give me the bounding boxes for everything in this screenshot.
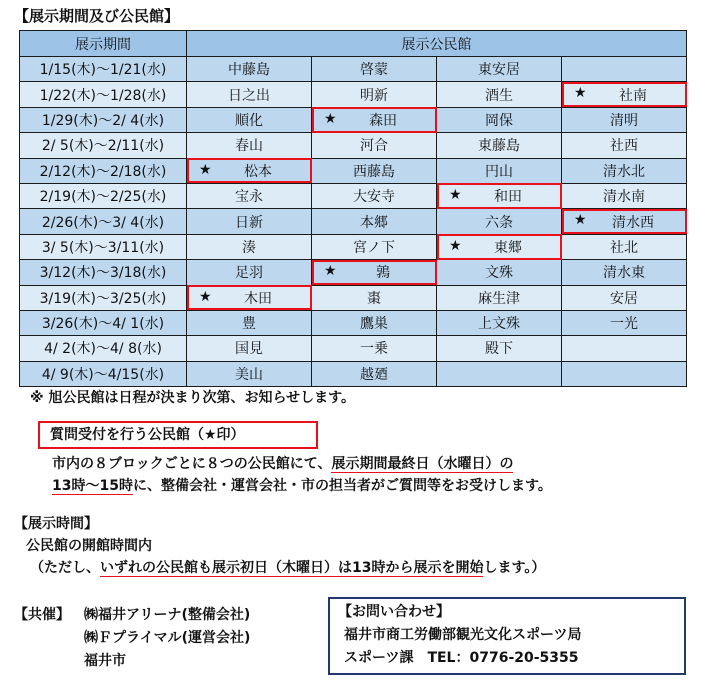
qa-line-1-text: 市内の８ブロックごとに８つの公民館にて、 xyxy=(52,456,332,472)
hours-heading: 【展示時間】 xyxy=(14,516,98,532)
hall-cell xyxy=(187,158,312,183)
sponsor-item: ㈱福井アリーナ(整備会社) xyxy=(84,607,251,623)
hall-cell xyxy=(562,336,687,361)
table-row xyxy=(20,158,687,183)
hall-name: 東郷 xyxy=(494,239,522,256)
hall-cell xyxy=(562,209,687,234)
hall-name: 麻生津 xyxy=(478,290,520,307)
hall-name: 清水西 xyxy=(612,214,654,231)
sponsor-item: 福井市 xyxy=(84,653,126,669)
hall-cell xyxy=(562,183,687,208)
period-cell: 2/19(木)～2/25(水) xyxy=(20,183,187,208)
contact-line-2: スポーツ課 TEL：0776-20-5355 xyxy=(344,650,579,666)
hall-name: 清明 xyxy=(610,112,638,129)
hall-name: 大安寺 xyxy=(353,189,395,206)
hall-cell xyxy=(312,107,437,132)
hall-cell xyxy=(562,158,687,183)
hall-cell xyxy=(187,82,312,107)
hall-cell xyxy=(187,107,312,132)
hall-name: 西藤島 xyxy=(353,163,395,180)
sponsor-item: ㈱Ｆプライマル(運営会社) xyxy=(84,630,251,646)
hall-cell xyxy=(437,158,562,183)
hall-cell xyxy=(437,82,562,107)
table-row xyxy=(20,260,687,285)
hall-cell xyxy=(187,336,312,361)
table-row xyxy=(20,57,687,82)
hall-name: 棗 xyxy=(367,290,381,307)
table-row xyxy=(20,336,687,361)
period-cell: 1/22(木)～1/28(水) xyxy=(20,82,187,107)
hall-cell xyxy=(312,158,437,183)
hall-name: 酒生 xyxy=(485,87,513,104)
hall-cell xyxy=(187,310,312,335)
sponsor-label: 【共催】 xyxy=(14,607,70,623)
hall-cell xyxy=(312,82,437,107)
table-row xyxy=(20,183,687,208)
hall-cell xyxy=(562,107,687,132)
hall-cell xyxy=(187,285,312,310)
hall-name: 越廼 xyxy=(360,366,388,383)
hall-cell xyxy=(187,234,312,259)
hall-name: 岡保 xyxy=(485,112,513,129)
table-row xyxy=(20,310,687,335)
hall-cell xyxy=(437,209,562,234)
hall-name: 鷹巣 xyxy=(360,316,388,333)
hall-cell xyxy=(312,361,437,386)
hall-cell xyxy=(562,260,687,285)
hall-name: 松本 xyxy=(244,163,272,180)
hall-name: 殿下 xyxy=(485,341,513,358)
hall-name: 明新 xyxy=(360,87,388,104)
hall-name: 和田 xyxy=(494,189,522,206)
hall-cell xyxy=(437,183,562,208)
star-icon: ★ xyxy=(449,186,462,203)
star-icon: ★ xyxy=(199,288,212,305)
period-cell: 1/15(木)～1/21(水) xyxy=(20,57,187,82)
hall-name: 順化 xyxy=(235,112,263,129)
hours-line-2-c: します。） xyxy=(483,560,546,576)
hall-cell xyxy=(437,361,562,386)
hall-name: 一光 xyxy=(610,316,638,333)
hall-cell xyxy=(312,209,437,234)
hall-cell xyxy=(187,133,312,158)
hall-cell xyxy=(312,133,437,158)
period-cell: 3/19(木)～3/25(水) xyxy=(20,285,187,310)
hall-name: 日新 xyxy=(235,214,263,231)
hall-name: 美山 xyxy=(235,366,263,383)
qa-line-2-text: に、整備会社・運営会社・市の担当者がご質問等をお受けします。 xyxy=(132,478,552,494)
period-cell: 2/12(木)～2/18(水) xyxy=(20,158,187,183)
hall-cell xyxy=(312,285,437,310)
hall-name: 足羽 xyxy=(235,265,263,282)
hall-cell xyxy=(562,285,687,310)
hall-name: 木田 xyxy=(244,290,272,307)
hall-cell xyxy=(562,234,687,259)
hall-name: 六条 xyxy=(485,214,513,231)
hall-name: 上文殊 xyxy=(478,316,520,333)
star-icon: ★ xyxy=(324,263,337,280)
sponsor-list xyxy=(84,604,250,673)
hall-cell xyxy=(312,183,437,208)
table-row xyxy=(20,234,687,259)
section-title: 【展示期間及び公民館】 xyxy=(14,7,180,25)
qa-line-2 xyxy=(52,475,552,495)
period-cell: 4/ 2(木)～4/ 8(水) xyxy=(20,336,187,361)
hall-name: 啓蒙 xyxy=(360,62,388,79)
hall-cell xyxy=(562,133,687,158)
qa-heading: 質問受付を行う公民館（★印） xyxy=(50,427,245,443)
hours-line-2-underlined: いずれの公民館も展示初日（木曜日）は13時から展示を開始 xyxy=(100,560,484,576)
star-icon: ★ xyxy=(574,212,587,229)
hall-cell xyxy=(437,285,562,310)
hall-cell xyxy=(312,260,437,285)
qa-line-1 xyxy=(52,453,513,473)
hall-name: 鶉 xyxy=(376,265,390,282)
table-row xyxy=(20,82,687,107)
hall-cell xyxy=(562,361,687,386)
hall-name: 河合 xyxy=(360,138,388,155)
hall-name: 社南 xyxy=(619,87,647,104)
table-row xyxy=(20,107,687,132)
period-cell: 2/ 5(木)～2/11(水) xyxy=(20,133,187,158)
hall-name: 中藤島 xyxy=(228,62,270,79)
table-row xyxy=(20,361,687,386)
hall-name: 社北 xyxy=(610,239,638,256)
period-cell: 3/12(木)～3/18(水) xyxy=(20,260,187,285)
hall-name: 本郷 xyxy=(360,214,388,231)
contact-line-1: 福井市商工労働部観光文化スポーツ局 xyxy=(344,627,582,643)
hall-cell xyxy=(437,234,562,259)
header-halls: 展示公民館 xyxy=(187,31,687,57)
hall-name: 日之出 xyxy=(228,87,270,104)
table-row xyxy=(20,285,687,310)
hall-cell xyxy=(312,336,437,361)
table-row xyxy=(20,133,687,158)
hall-name: 森田 xyxy=(369,112,397,129)
hall-name: 一乗 xyxy=(360,341,388,358)
hall-cell xyxy=(187,209,312,234)
hall-cell xyxy=(312,57,437,82)
hall-cell xyxy=(312,310,437,335)
period-cell: 1/29(木)～2/ 4(水) xyxy=(20,107,187,132)
header-period: 展示期間 xyxy=(20,31,187,57)
contact-heading: 【お問い合わせ】 xyxy=(338,604,450,620)
hall-name: 東藤島 xyxy=(478,138,520,155)
qa-line-1-underlined: 展示期間最終日（水曜日）の xyxy=(331,456,514,472)
hours-line-1: 公民館の開館時間内 xyxy=(26,538,152,554)
hall-name: 円山 xyxy=(485,163,513,180)
hall-cell xyxy=(437,107,562,132)
hall-cell xyxy=(187,260,312,285)
hall-name: 社西 xyxy=(610,138,638,155)
hall-name: 春山 xyxy=(235,138,263,155)
hall-name: 東安居 xyxy=(478,62,520,79)
hall-name: 安居 xyxy=(610,290,638,307)
hall-cell xyxy=(187,361,312,386)
hall-name: 文殊 xyxy=(485,265,513,282)
hall-name: 宝永 xyxy=(235,189,263,206)
hall-name: 清水北 xyxy=(603,163,645,180)
note: ※ 旭公民館は日程が決まり次第、お知らせします。 xyxy=(30,390,355,406)
star-icon: ★ xyxy=(574,85,587,102)
period-cell: 3/26(木)～4/ 1(水) xyxy=(20,310,187,335)
hall-cell xyxy=(562,82,687,107)
hall-cell xyxy=(562,310,687,335)
hall-name: 湊 xyxy=(242,239,256,256)
hall-cell xyxy=(437,310,562,335)
hall-cell xyxy=(437,57,562,82)
period-cell: 4/ 9(木)～4/15(水) xyxy=(20,361,187,386)
hall-name: 豊 xyxy=(242,316,256,333)
hall-cell xyxy=(312,234,437,259)
star-icon: ★ xyxy=(324,110,337,127)
star-icon: ★ xyxy=(199,161,212,178)
hall-name: 国見 xyxy=(235,341,263,358)
hours-line-2-a: （ただし、 xyxy=(30,560,100,576)
table-row xyxy=(20,209,687,234)
hours-line-2 xyxy=(30,557,545,577)
hall-cell xyxy=(562,57,687,82)
period-cell: 3/ 5(木)～3/11(水) xyxy=(20,234,187,259)
hall-cell xyxy=(437,336,562,361)
hall-cell xyxy=(437,260,562,285)
hall-name: 清水南 xyxy=(603,189,645,206)
qa-line-2-underlined: 13時～15時 xyxy=(52,478,133,494)
hall-name: 宮ノ下 xyxy=(353,239,395,256)
schedule-table xyxy=(19,30,687,387)
hall-name: 清水東 xyxy=(603,265,645,282)
hall-cell xyxy=(187,57,312,82)
period-cell: 2/26(木)～3/ 4(水) xyxy=(20,209,187,234)
contact-text xyxy=(338,601,581,670)
star-icon: ★ xyxy=(449,237,462,254)
hall-cell xyxy=(437,133,562,158)
hall-cell xyxy=(187,183,312,208)
